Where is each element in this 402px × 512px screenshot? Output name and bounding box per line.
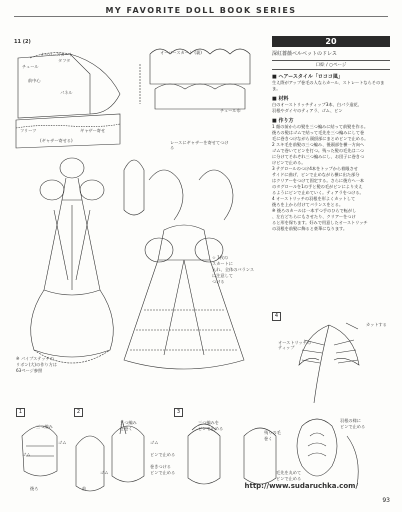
pattern-note-8: レースにギャザーを寄せてつける [170,140,229,150]
text-line: サイドに曲げ、ピンで止めながら横に出た部分 [272,172,360,177]
section-body-method [272,124,390,232]
dress-note-left-2: 63ページ参照 [16,368,43,373]
pattern-note-3: 前中心 [28,78,41,83]
text-line: ※ 後ろのカールは一本ずつ手のひらで転がし [272,208,357,213]
text-line: 羽根やダイヤのティアラ、ゴム、ピン [272,108,343,113]
section-body-hairstyle [272,80,390,92]
step2-note-0: 三つ編み [120,420,137,425]
text-line: 4 オーストリッチの羽根を形よくカットして [272,196,356,201]
text-line: 白のオーストリッチティップ3本、白パラ造花、 [272,102,362,107]
step2-note-4: ゴム [100,470,109,475]
page-number: 93 [382,497,390,504]
step-4-label: 4 [272,312,281,321]
text-line: ると形を保ちます。好みで用意したオーストリッチ [272,220,368,225]
series-header: MY FAVORITE DOLL BOOK SERIES [105,6,297,15]
step-1-label: 1 [16,408,25,417]
step1-note-2: ゴム [22,452,31,457]
dress-note-right-2: 入れ、全体のバランス [212,267,255,272]
dress-note-right-1: スカートに [212,261,233,266]
pattern-note-4: パネル [60,90,73,95]
dress-note-left-1: リボン(大)の作り方は [16,362,57,367]
item-number-badge: 20 [272,36,390,47]
step-3-label: 3 [174,408,183,417]
dress-note-right-3: に注意して [212,273,233,278]
text-line: けピンで止める。 [272,160,306,165]
reference-line: 口絵 / ○ページ [272,60,390,70]
section-body-materials [272,102,390,114]
pattern-note-0: オーバースカート [40,52,74,57]
step4-note-2: 羽根の様に [340,418,361,423]
text-line: 後ろの髪はゴムで結って毛先を三つ編みにして巻 [272,130,365,135]
section-title-materials: ■ 材料 [272,96,289,102]
header-rule [14,16,388,17]
text-line: 1 顔の前からの髪を三つ編みに結って前髪を作る。 [272,124,369,129]
step4-note-5: ピンで止める [276,476,302,481]
text-line: 後ろを上から付けてバランスをとる。 [272,202,344,207]
dress-note-left-0: ※ パイプステッチの [16,356,54,361]
text-line: はクリアーをつけて固定する。さらに後方へ一本 [272,178,365,183]
text-line: 2 スキ毛を前髪の三つ編み、後頭部を横一方向へ [272,142,365,147]
pattern-note-7: (ギャザー寄せる) [40,138,73,143]
pattern-note-1: タフタ [58,58,71,63]
step-2-label: 2 [74,408,83,417]
text-line: に分けてそれぞれ三つ編みにし、お団子に巻きつ [272,154,365,159]
instruction-panel [272,36,390,232]
text-line: 毛に巻きつけながら頭頂部にまとめピンで止める。 [272,136,369,141]
step4-note-0: カットする [366,322,387,327]
feather-illustration [274,315,394,405]
pattern-note-2: チュール [22,64,39,69]
section-title-hairstyle: ■ ヘアースタイル「ロココ風」 [272,74,343,80]
step2-note-3: ピンで止める [150,452,176,457]
watermark-url: http://www.sudaruchka.com/ [244,482,358,490]
step1-note-1: ゴム [58,440,67,445]
step1-note-4: 前 [82,486,87,491]
pattern-note-6: ギャザー寄せ [80,128,106,133]
step3-note-3: 巻く [264,436,273,441]
step2-note-6: ピンで止める [150,470,176,475]
text-line: 、左右どちらにもさせたり、クリアーをつけ [272,214,356,219]
text-line: るようにピンで止めていく。ティアラをつける。 [272,190,364,195]
dress-note-right-4: つける [212,279,225,284]
pattern-label: 11 (2) [14,39,31,45]
step4-note-3: ピンで止める [340,424,366,429]
step3-note-2: 残りの毛 [264,430,281,435]
pattern-note-9: チュール巾 [220,108,241,113]
step3-note-0: 三つ編みを [198,420,219,425]
text-line: 生え際がアップ巻毛の人ならカール、ストレートならそのまま。 [272,80,385,91]
text-line: の羽根を前髪に飾ると豪華になります。 [272,226,348,231]
step2-note-5: 巻きつける [150,464,171,469]
step2-note-2: ゴム [150,440,159,445]
step1-note-3: 後ろ [30,486,39,491]
step2-note-1: を巻く [120,426,133,431]
section-title-method: ■ 作り方 [272,118,294,124]
step4-note-1: オーストリッチのティップ [278,340,312,350]
pattern-note-10: オーバースカート (裏) [160,50,202,55]
text-line: 3 テグロールのつけ4本をトップから着眼させ [272,166,358,171]
item-subtitle: 深紅薔薇ベルベットのドレス [272,51,337,57]
step1-note-0: 三つ編み [36,424,53,429]
step4-note-4: 毛先を丸めて [276,470,302,475]
pattern-note-5: フリーツ [20,128,37,133]
text-line: ゴムで巻いてピンを打つ。残った髪の毛先は二つ [272,148,364,153]
step3-note-1: ピンで止める [198,426,224,431]
dress-note-right-0: ☆ 1枚の [212,255,229,260]
text-line: のタグロールを1の手と髪の毛がピンにより支え [272,184,363,189]
